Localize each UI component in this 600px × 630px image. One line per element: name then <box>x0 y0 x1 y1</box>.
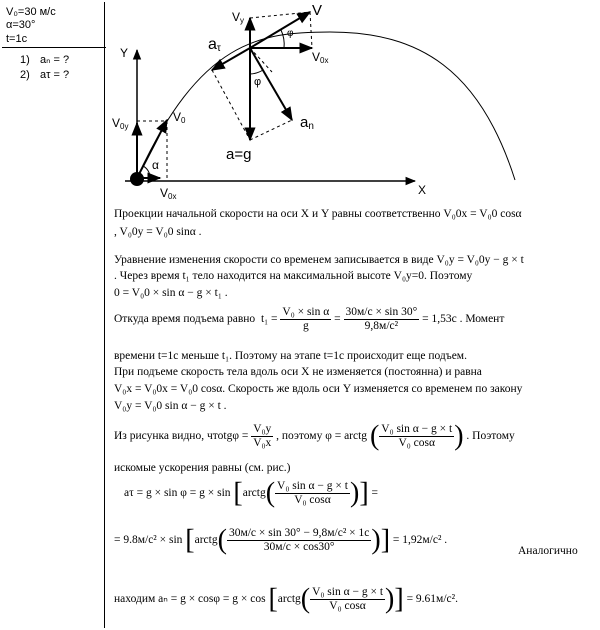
given-v0: V₀=30 м/с <box>6 6 56 18</box>
v0y-label: $V_{0y}$ <box>112 116 129 131</box>
alpha-label: α <box>152 158 159 172</box>
v0x-label: $V_{0x}$ <box>160 186 177 201</box>
vy-label: $V_y$ <box>232 10 245 25</box>
text-p4: времени t=1c меньше t₁. Поэтому на этапе t=1c происходит еще подъем. <box>114 350 467 362</box>
a-eq-g-label: a=g <box>226 146 252 163</box>
given-time: t=1c <box>6 33 28 45</box>
a-n-label: $a_n$ <box>300 114 314 132</box>
vx-label: $V_{0x}$ <box>312 50 329 65</box>
text-p5c: V₀y = V₀0 sin α − g × t . <box>114 400 227 412</box>
text-p7: искомые ускорения равны (см. рис.) <box>114 462 291 474</box>
text-p5: При подъеме скорость тела вдоль оси X не изменяется (постоянна) и равна <box>114 366 482 378</box>
a-dashed-2 <box>250 120 292 140</box>
text-p2: Уравнение изменения скорости со временем записывается в виде V₀y = V₀0y − g × t <box>114 254 524 266</box>
projectile-ball <box>130 172 144 186</box>
trajectory-diagram <box>110 0 600 205</box>
a-dashed-1 <box>212 70 250 140</box>
equation-a-tau-numeric: = 9.8м/с² × sin [arctg( $\frac{\text{30м/с × sin 30° − 9,8м/с² × 1c}}{30м/с \times \cos 30^\circ}$ )] = 1,92м/с² . <box>114 524 448 556</box>
question-1: aₙ = ? <box>40 54 70 66</box>
v-label: V <box>312 2 323 19</box>
given-alpha: α=30° <box>6 19 36 31</box>
text-p5b: V₀x = V₀0x = V₀0 cosα. Скорость же вдоль оси Y изменяется со временем по закону <box>114 383 523 395</box>
text-p3: Откуда время подъема равно t₁ = $\frac{\text{V₀ × sin α}}{g}$ = $\frac{30м/с \times \sin 30^\circ}{\text{9,8м/с²}}$ = 1,53c . Момент <box>114 306 505 332</box>
v0-label: $V_0$ <box>173 110 186 125</box>
phi-arc-top <box>281 30 284 48</box>
text-p1: Проекции начальной скорости на оси X и Y равны соответственно V₀0x = V₀0 cosα <box>114 208 522 220</box>
equation-a-n: находим aₙ = g × cosφ = g × cos [arctg( $\frac{\text{V₀ sin α − g × t}}{\text{V₀ cosα}}$ )] = 9.61м/с². <box>114 583 458 615</box>
x-axis-label: X <box>418 183 427 197</box>
text-p6: Из рисунка видно, чтоtgφ = $\frac{\text{V₀y}}{\text{V₀x}}$ , поэтому φ = arctg ( $\frac{\text{V₀ sin α − g × t}}{\text{V₀ cosα}}$ ) . Поэтому <box>114 420 515 452</box>
a-tau-label: $a_\tau$ <box>208 36 221 54</box>
given-separator-line <box>104 2 105 628</box>
y-axis-label: Y <box>120 46 129 60</box>
text-p2c: 0 = V₀0 × sin α − g × t₁ . <box>114 287 228 299</box>
text-p2b: . Через время t₁ тело находится на максимальной высоте V₀y=0. Поэтому <box>114 270 473 282</box>
question-1-number: 1) <box>20 54 30 66</box>
given-underline <box>2 47 106 48</box>
phi-arc-bottom <box>250 70 263 74</box>
question-2-number: 2) <box>20 69 30 81</box>
alpha-arc <box>143 166 150 178</box>
equation-a-tau: aτ = g × sin φ = g × sin [arctg( $\frac{\text{V₀ sin α − g × t}}{\text{V₀ cosα}}$ )] = <box>124 477 379 509</box>
text-analogously: Аналогично <box>518 545 578 557</box>
question-2: aτ = ? <box>40 69 70 81</box>
phi-label-bottom: φ <box>254 76 262 88</box>
text-p1b: , V₀0y = V₀0 sinα . <box>114 226 202 238</box>
phi-label-top: φ <box>287 28 294 39</box>
